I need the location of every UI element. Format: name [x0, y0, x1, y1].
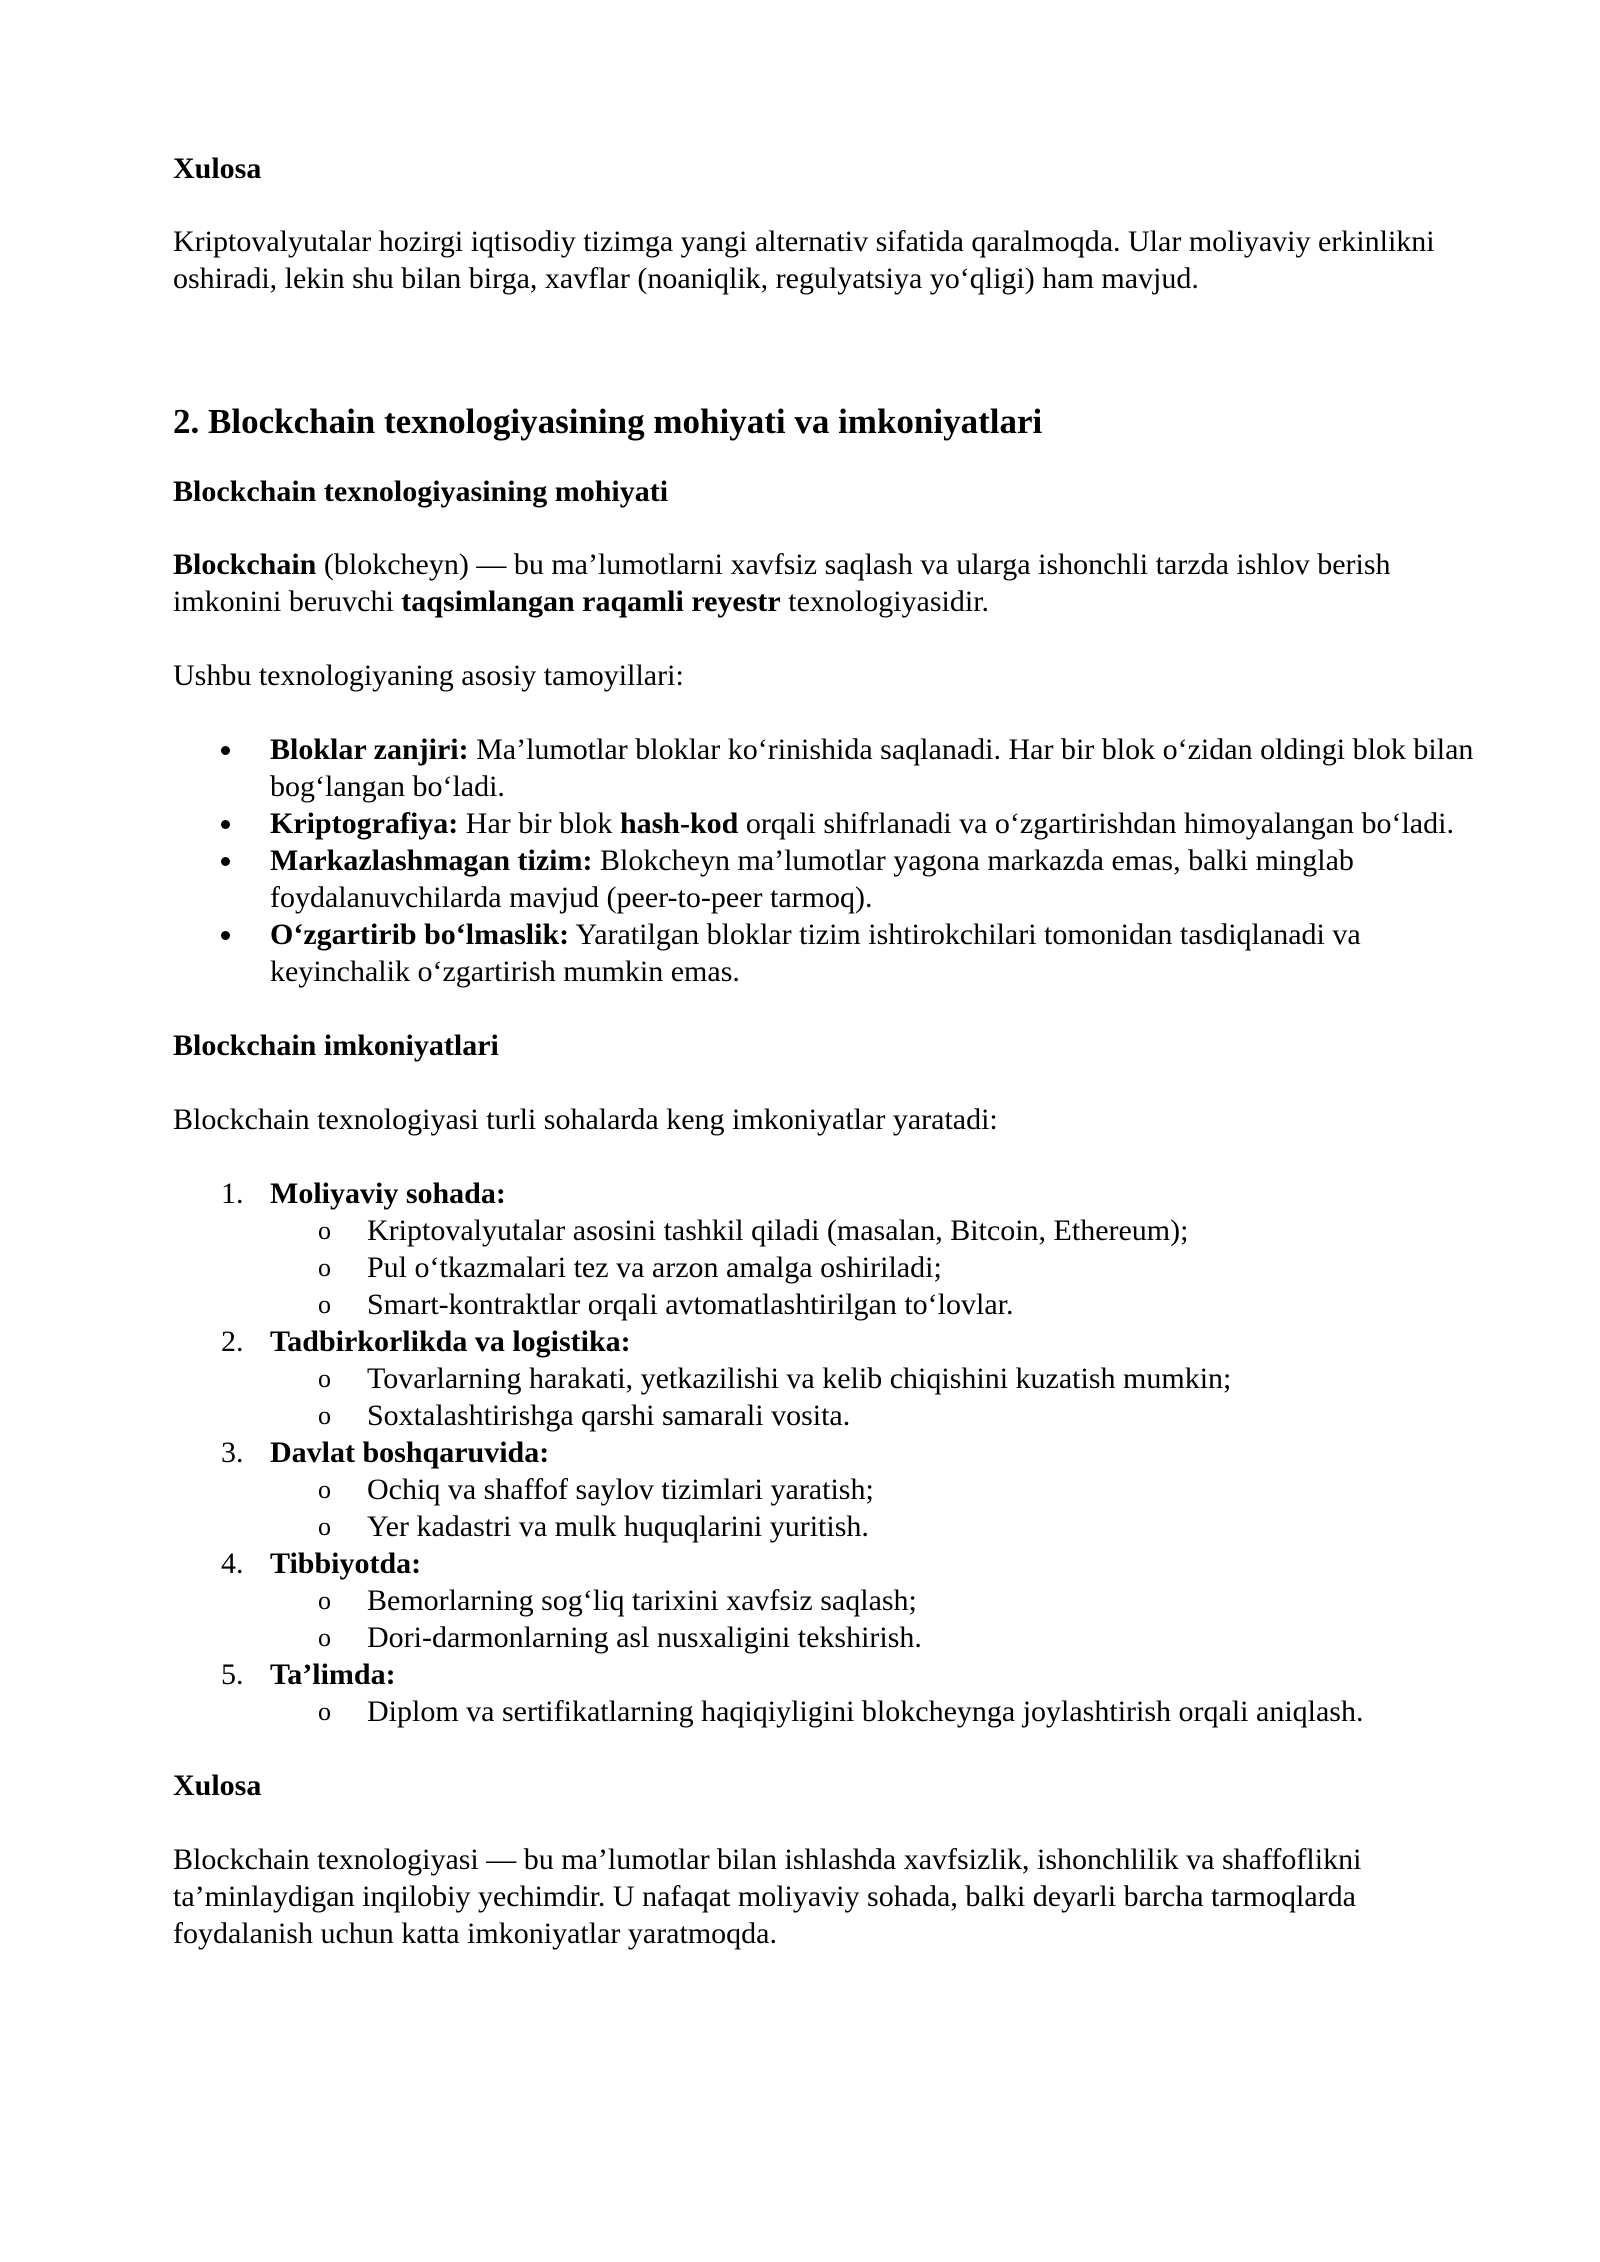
sub-list-item: o Soxtalashtirishga qarshi samarali vosita.	[318, 1399, 851, 1432]
section-heading-xulosa-2: Xulosa	[173, 1769, 262, 1802]
term-blockchain: Blockchain	[173, 548, 317, 581]
circle-bullet-icon: o	[318, 1475, 331, 1504]
circle-bullet-icon: o	[318, 1290, 331, 1319]
sub-list	[270, 1360, 1503, 1434]
document-page	[173, 150, 1503, 1952]
list-item: Markazlashmagan tizim: Blokcheyn ma’lumotlar yagona markazda emas, balki minglab foydalanuvchilarda mavjud (peer-to-peer tarmoq).	[173, 842, 1503, 916]
bullet-icon	[221, 820, 230, 829]
list-item: 4. Tibbiyotda: o Bemorlarning sog‘liq tarixini xavfsiz saqlash; o Dori-darmonlarning asl nusxaligini tekshirish.	[173, 1545, 1503, 1656]
circle-bullet-icon: o	[318, 1253, 331, 1282]
paragraph-principles-intro: Ushbu texnologiyaning asosiy tamoyillari:	[173, 659, 684, 692]
subheading-mohiyati: Blockchain texnologiyasining mohiyati	[173, 475, 669, 508]
circle-bullet-icon: o	[318, 1401, 331, 1430]
circle-bullet-icon: o	[318, 1623, 331, 1652]
section-heading-xulosa-1: Xulosa	[173, 152, 262, 185]
paragraph-blockchain-conclusion: Blockchain texnologiyasi — bu ma’lumotlar bilan ishlashda xavfsizlik, ishonchlilik va shaffoflikni ta’minlaydigan inqilobiy yechimdir. U nafaqat moliyaviy sohada, balki deyarli barcha tarmoqlarda foydalanish uchun katta imkoniyatlar yaratmoqda.	[173, 1843, 1362, 1950]
sub-list-item: o Diplom va sertifikatlarning haqiqiyligini blokcheynga joylashtirish orqali aniqlash.	[318, 1695, 1364, 1728]
circle-bullet-icon: o	[318, 1586, 331, 1615]
sub-list-item: o Smart-kontraktlar orqali avtomatlashtirilgan to‘lovlar.	[318, 1288, 1014, 1321]
sub-list	[270, 1212, 1503, 1323]
paragraph-blockchain-definition: Blockchain (blokcheyn) — bu ma’lumotlarni xavfsiz saqlash va ularga ishonchli tarzda ishlov berish imkonini beruvchi taqsimlangan raqamli reyestr texnologiyasidir.	[173, 548, 1391, 618]
list-item: Kriptografiya: Har bir blok hash-kod orqali shifrlanadi va o‘zgartirishdan himoyalangan bo‘ladi.	[173, 805, 1503, 842]
sub-list-item: o Yer kadastri va mulk huquqlarini yuritish.	[318, 1510, 869, 1543]
sub-list	[270, 1582, 1503, 1656]
sub-list	[270, 1471, 1503, 1545]
list-item: 1. Moliyaviy sohada: o Kriptovalyutalar asosini tashkil qiladi (masalan, Bitcoin, Ethereum); o Pul o‘tkazmalari tez va arzon amalga oshiriladi; o Smart-kontraktlar orqali avtomatlashtirilgan to‘lovlar.	[173, 1175, 1503, 1323]
sub-list-item: o Tovarlarning harakati, yetkazilishi va kelib chiqishini kuzatish mumkin;	[318, 1362, 1232, 1395]
areas-list	[173, 1175, 1503, 1730]
sub-list-item: o Ochiq va shaffof saylov tizimlari yaratish;	[318, 1473, 874, 1506]
list-item: 5. Ta’limda: o Diplom va sertifikatlarning haqiqiyligini blokcheynga joylashtirish orqali aniqlash.	[173, 1656, 1503, 1730]
sub-list-item: o Kriptovalyutalar asosini tashkil qiladi (masalan, Bitcoin, Ethereum);	[318, 1214, 1189, 1247]
list-item: 2. Tadbirkorlikda va logistika: o Tovarlarning harakati, yetkazilishi va kelib chiqishini kuzatish mumkin; o Soxtalashtirishga qarshi samarali vosita.	[173, 1323, 1503, 1434]
list-item: O‘zgartirib bo‘lmaslik: Yaratilgan bloklar tizim ishtirokchilari tomonidan tasdiqlanadi va keyinchalik o‘zgartirish mumkin emas.	[173, 916, 1503, 990]
circle-bullet-icon: o	[318, 1512, 331, 1541]
list-item: 3. Davlat boshqaruvida: o Ochiq va shaffof saylov tizimlari yaratish; o Yer kadastri va mulk huquqlarini yuritish.	[173, 1434, 1503, 1545]
section-title-blockchain: 2. Blockchain texnologiyasining mohiyati va imkoniyatlari	[173, 402, 1043, 441]
sub-list-item: o Pul o‘tkazmalari tez va arzon amalga oshiriladi;	[318, 1251, 942, 1284]
circle-bullet-icon: o	[318, 1216, 331, 1245]
bullet-icon	[221, 746, 230, 755]
list-item: Bloklar zanjiri: Ma’lumotlar bloklar ko‘rinishida saqlanadi. Har bir blok o‘zidan oldingi blok bilan bog‘langan bo‘ladi.	[173, 731, 1503, 805]
sub-list	[270, 1693, 1503, 1730]
sub-list-item: o Dori-darmonlarning asl nusxaligini tekshirish.	[318, 1621, 922, 1654]
term-reyestr: taqsimlangan raqamli reyestr	[401, 585, 781, 618]
sub-list-item: o Bemorlarning sog‘liq tarixini xavfsiz saqlash;	[318, 1584, 917, 1617]
bullet-icon	[221, 857, 230, 866]
circle-bullet-icon: o	[318, 1697, 331, 1726]
circle-bullet-icon: o	[318, 1364, 331, 1393]
subheading-imkoniyatlari: Blockchain imkoniyatlari	[173, 1029, 499, 1062]
bullet-icon	[221, 931, 230, 940]
paragraph-kriptovalyuta-summary: Kriptovalyutalar hozirgi iqtisodiy tizimga yangi alternativ sifatida qaralmoqda. Ular moliyaviy erkinlikni oshiradi, lekin shu bilan birga, xavflar (noaniqlik, regulyatsiya yo‘qligi) ham mavjud.	[173, 225, 1435, 295]
paragraph-areas-intro: Blockchain texnologiyasi turli sohalarda keng imkoniyatlar yaratadi:	[173, 1103, 998, 1136]
principles-list	[173, 731, 1503, 990]
